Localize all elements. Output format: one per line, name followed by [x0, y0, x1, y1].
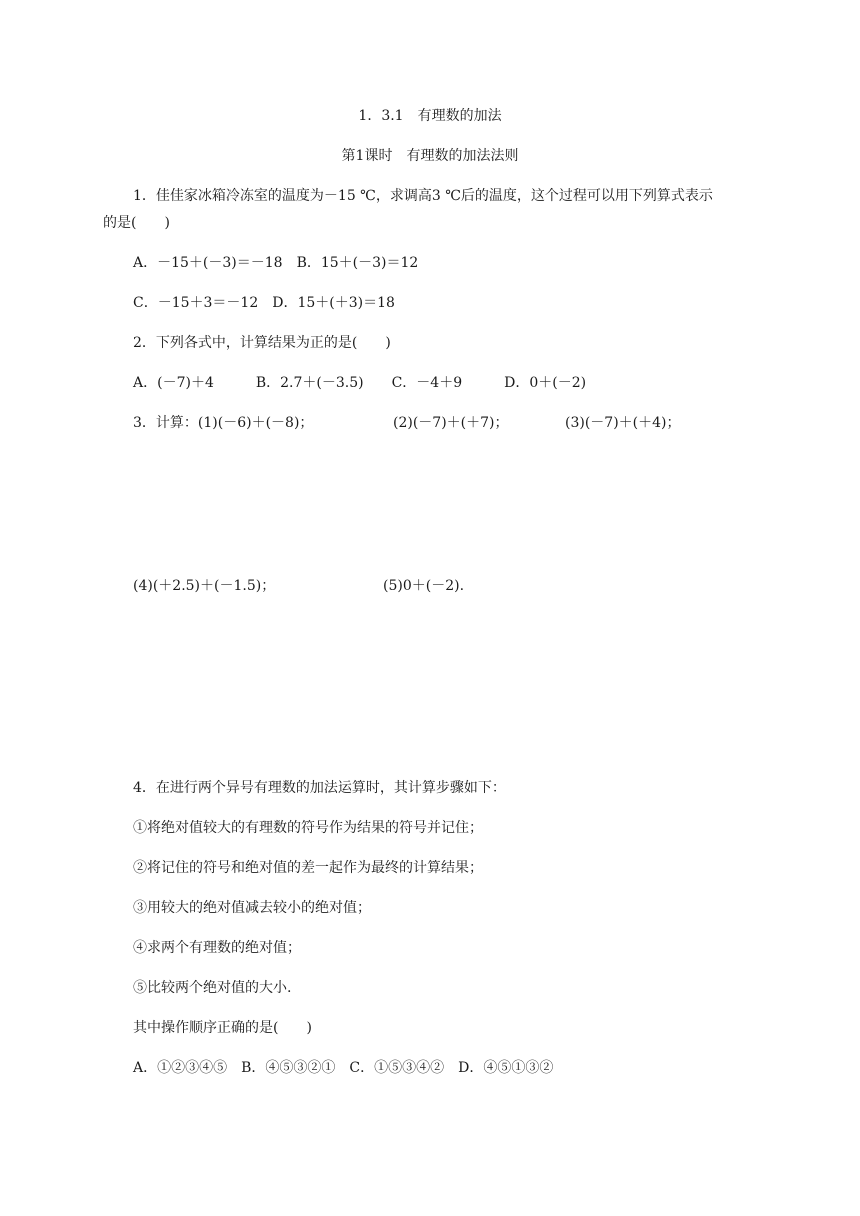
q2-stem: 2．下列各式中，计算结果为正的是( ): [133, 335, 391, 351]
q1-stem-line2: 的是( ): [103, 215, 170, 231]
q4-question: 其中操作顺序正确的是( ): [133, 1020, 312, 1036]
q4-step-5: ⑤比较两个绝对值的大小.: [133, 980, 292, 996]
q4-step-3: ③用较大的绝对值减去较小的绝对值；: [133, 900, 371, 916]
q3-part4: (4)(＋2.5)＋(－1.5)；: [133, 578, 276, 594]
q4-step-2: ②将记住的符号和绝对值的差一起作为最终的计算结果；: [133, 860, 483, 876]
q3-part5: (5)0＋(－2).: [383, 578, 465, 594]
q4-stem: 4．在进行两个异号有理数的加法运算时，其计算步骤如下：: [133, 780, 506, 796]
lesson-subtitle: 第1课时 有理数的加法法则: [341, 148, 519, 164]
q1-stem-line1: 1．佳佳家冰箱冷冻室的温度为－15 ℃，求调高3 ℃后的温度，这个过程可以用下列算式表示: [133, 188, 713, 204]
page-title: 1．3.1 有理数的加法: [358, 108, 502, 124]
q1-options-row2: C．－15＋3＝－12 D．15＋(＋3)＝18: [133, 295, 395, 311]
q4-options: A．①②③④⑤ B．④⑤③②① C．①⑤③④② D．④⑤①③②: [133, 1060, 554, 1076]
q3-part2: (2)(－7)＋(＋7)；: [393, 415, 509, 431]
q4-step-4: ④求两个有理数的绝对值；: [133, 940, 301, 956]
q3-part3: (3)(－7)＋(＋4)；: [565, 415, 681, 431]
q1-options-row1: A．－15＋(－3)＝－18 B．15＋(－3)＝12: [133, 255, 419, 271]
q4-step-1: ①将绝对值较大的有理数的符号作为结果的符号并记住；: [133, 820, 483, 836]
q3-part1: 3．计算：(1)(－6)＋(－8)；: [133, 415, 314, 431]
q2-options: A．(－7)＋4 B．2.7＋(－3.5) C．－4＋9 D．0＋(－2): [133, 375, 587, 391]
